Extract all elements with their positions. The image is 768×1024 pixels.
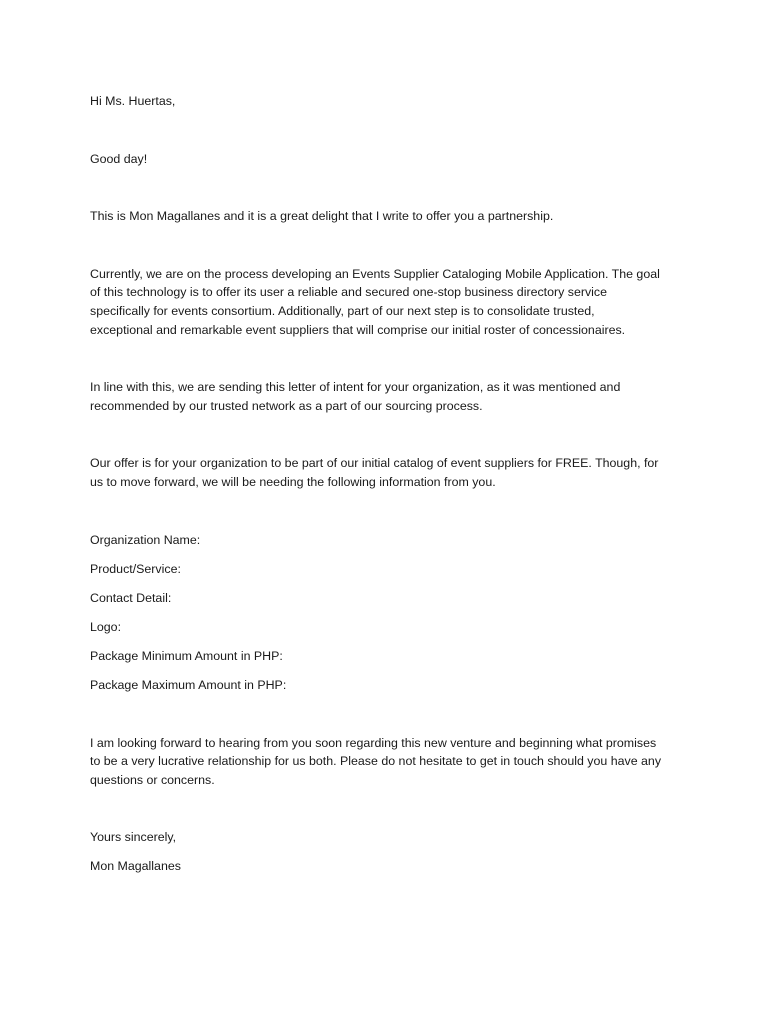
- paragraph-current-project: [90, 265, 686, 339]
- information-fields-list: [90, 531, 686, 695]
- paragraph-line: of this technology is to offer its user a reliable and secured one-stop business directory service: [90, 285, 608, 300]
- paragraph-line: I am looking forward to hearing from you soon regarding this new venture and beginning what promises: [90, 735, 657, 750]
- signature-name: Mon Magallanes: [90, 859, 181, 874]
- paragraph-closing: [90, 734, 686, 790]
- paragraph-line: questions or concerns.: [90, 772, 215, 787]
- paragraph-line: Currently, we are on the process developing an Events Supplier Cataloging Mobile Application. The goal: [90, 266, 660, 281]
- paragraph-line: Our offer is for your organization to be part of our initial catalog of event suppliers for FREE. Though, for: [90, 456, 659, 471]
- field-logo: Logo:: [90, 619, 122, 634]
- closing-salutation: Yours sincerely,: [90, 830, 177, 845]
- field-contact-detail: Contact Detail:: [90, 590, 172, 605]
- paragraph-offer: [90, 454, 686, 491]
- letter-body: [90, 92, 686, 876]
- paragraph-line: us to move forward, we will be needing the following information from you.: [90, 474, 496, 489]
- paragraph-line: recommended by our trusted network as a part of our sourcing process.: [90, 398, 483, 413]
- field-organization-name: Organization Name:: [90, 532, 201, 547]
- field-package-maximum: Package Maximum Amount in PHP:: [90, 678, 287, 692]
- paragraph-letter-of-intent: [90, 378, 686, 415]
- greeting: Hi Ms. Huertas,: [90, 94, 176, 108]
- good-day-line: Good day!: [90, 151, 148, 166]
- paragraph-line: exceptional and remarkable event suppliers that will comprise our initial roster of concessionaires.: [90, 322, 626, 337]
- paragraph-line: In line with this, we are sending this letter of intent for your organization, as it was mentioned and: [90, 380, 621, 395]
- paragraph-line: specifically for events consortium. Additionally, part of our next step is to consolidate trusted,: [90, 303, 595, 318]
- field-product-service: Product/Service:: [90, 561, 181, 576]
- paragraph-line: to be a very lucrative relationship for us both. Please do not hesitate to get in touch should you have any: [90, 754, 662, 769]
- intro-paragraph: This is Mon Magallanes and it is a great delight that I write to offer you a partnership.: [90, 209, 554, 224]
- field-package-minimum: Package Minimum Amount in PHP:: [90, 648, 283, 663]
